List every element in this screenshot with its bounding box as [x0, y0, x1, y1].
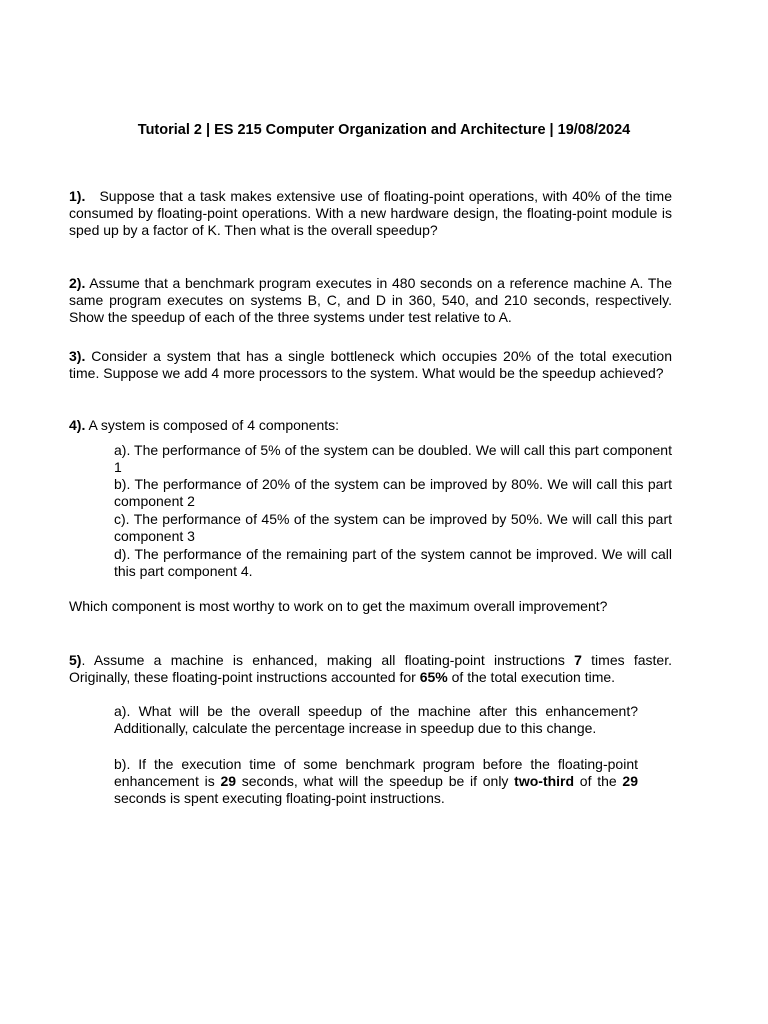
- question-5-part-b-seconds: 29: [220, 773, 237, 789]
- question-4-number: 4).: [69, 417, 86, 433]
- question-4-item-a: a). The performance of 5% of the system can be doubled. We will call this part component 1: [114, 442, 672, 475]
- question-1-text: Suppose that a task makes extensive use of floating-point operations, with 40% of the time consumed by floating-point operations. With a new hardware design, the floating-point module is sped up by a factor of K. Then what is the overall speedup?: [69, 188, 672, 238]
- question-5-text-2: times faster. Originally, these floating-point instructions accounted for: [69, 652, 672, 685]
- question-5-part-b-fraction: two-third: [514, 773, 575, 789]
- question-5-factor: 7: [574, 652, 582, 668]
- question-2-text: Assume that a benchmark program executes in 480 seconds on a reference machine A. The same program executes on systems B, C, and D in 360, 540, and 210 seconds, respectively. Show the speedup of each of the three systems under test relative to A.: [69, 275, 672, 325]
- question-5-part-b-text-1: b). If the execution time of some benchmark program before the floating-point enhancement is: [114, 756, 638, 789]
- question-5-text-3: of the total execution time.: [447, 669, 616, 685]
- question-2-number: 2).: [69, 275, 86, 291]
- page-title: Tutorial 2 | ES 215 Computer Organization and Architecture | 19/08/2024: [137, 122, 631, 138]
- question-3-text: Consider a system that has a single bottleneck which occupies 20% of the total execution time. Suppose we add 4 more processors to the system. What would be the speedup achieved?: [69, 348, 672, 381]
- question-4-closing: Which component is most worthy to work on to get the maximum overall improvement?: [69, 598, 608, 614]
- question-5-part-b-seconds-2: 29: [622, 773, 638, 789]
- question-5-part-b-text-4: seconds is spent executing floating-point instructions.: [114, 790, 445, 806]
- question-1-number: 1).: [69, 188, 86, 204]
- question-4-item-c: c). The performance of 45% of the system can be improved by 50%. We will call this part component 3: [114, 511, 672, 544]
- question-4-text: A system is composed of 4 components:: [88, 417, 340, 433]
- question-3: [69, 348, 672, 382]
- question-5-fraction: 65%: [419, 669, 448, 685]
- question-5-part-b-text-2: seconds, what will the speedup be if only: [236, 773, 515, 789]
- question-5-number: 5): [69, 652, 82, 668]
- question-2: [69, 275, 672, 326]
- question-4: [69, 417, 672, 434]
- question-5: [69, 652, 672, 686]
- question-4-item-d: d). The performance of the remaining part of the system cannot be improved. We will call this part component 4.: [114, 546, 672, 579]
- question-5-part-b-text-3: of the: [574, 773, 623, 789]
- question-5-part-b: [114, 756, 638, 807]
- question-5-part-a: a). What will be the overall speedup of the machine after this enhancement? Additionally, calculate the percentage increase in speedup due to this change.: [114, 703, 638, 736]
- question-3-number: 3).: [69, 348, 86, 364]
- question-1: [69, 188, 672, 239]
- question-4-item-b: b). The performance of 20% of the system can be improved by 80%. We will call this part component 2: [114, 476, 672, 509]
- question-5-text-1: . Assume a machine is enhanced, making all floating-point instructions: [81, 652, 575, 668]
